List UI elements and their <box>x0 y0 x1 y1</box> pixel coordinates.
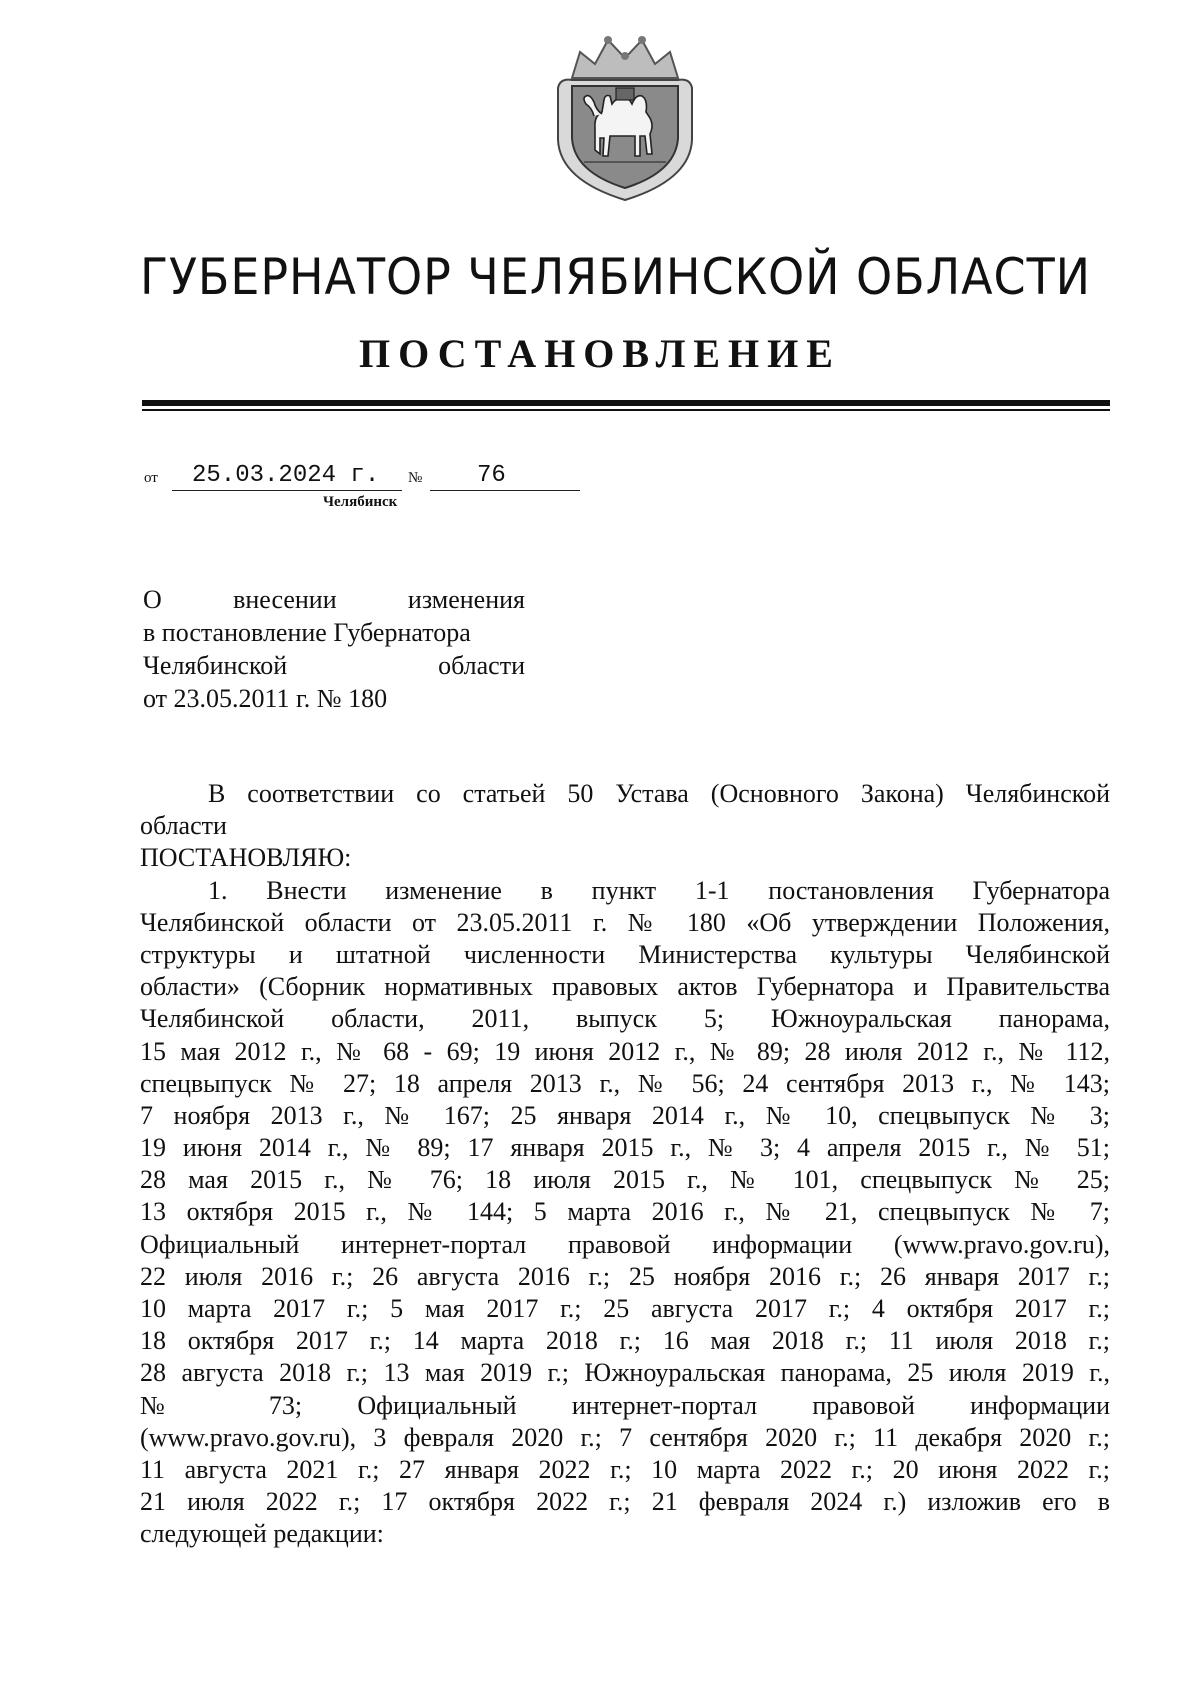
header-divider-thin <box>142 409 1110 411</box>
date-prefix-label: от <box>144 470 158 486</box>
body-line: 11 августа 2021 г.; 27 января 2022 г.; 10 марта 2022 г.; 20 июня 2022 г.; <box>140 1454 1110 1484</box>
number-label: № <box>408 470 423 486</box>
document-body <box>140 778 1110 1551</box>
subject-line: О внесении изменения <box>143 585 525 614</box>
subject-line: от 23.05.2011 г. № 180 <box>143 684 388 713</box>
body-line: В соответствии со статьей 50 Устава (Основного Закона) Челябинской <box>208 779 1110 808</box>
resolution-heading: ПОСТАНОВЛЯЮ: <box>140 843 352 873</box>
issuer-title: ГУБЕРНАТОР ЧЕЛЯБИНСКОЙ ОБЛАСТИ <box>140 248 1091 306</box>
body-line: Челябинской области от 23.05.2011 г. № 180 «Об утверждении Положения, <box>140 907 1110 937</box>
body-line: следующей редакции: <box>140 1519 384 1549</box>
body-line: области» (Сборник нормативных правовых актов Губернатора и Правительства <box>140 972 1110 1002</box>
subject-line: в постановление Губернатора <box>143 618 471 647</box>
body-line: 28 августа 2018 г.; 13 мая 2019 г.; Южноуральская панорама, 25 июля 2019 г., <box>140 1358 1110 1388</box>
body-line: 18 октября 2017 г.; 14 марта 2018 г.; 16 мая 2018 г.; 11 июля 2018 г.; <box>140 1326 1110 1356</box>
header-divider-thick <box>142 400 1110 406</box>
body-line: Официальный интернет-портал правовой информации (www.pravo.gov.ru), <box>140 1229 1110 1259</box>
document-type: ПОСТАНОВЛЕНИЕ <box>359 331 841 376</box>
body-line: 10 марта 2017 г.; 5 мая 2017 г.; 25 августа 2017 г.; 4 октября 2017 г.; <box>140 1294 1110 1323</box>
document-subject <box>143 583 525 715</box>
body-line: 21 июля 2022 г.; 17 октября 2022 г.; 21 февраля 2024 г.) изложив его в <box>140 1487 1110 1517</box>
body-line: 1. Внести изменение в пункт 1-1 постановления Губернатора <box>208 875 1110 905</box>
body-line: спецвыпуск № 27; 18 апреля 2013 г., № 56; 24 сентября 2013 г., № 143; <box>140 1068 1110 1098</box>
body-line: 22 июля 2016 г.; 26 августа 2016 г.; 25 ноября 2016 г.; 26 января 2017 г.; <box>140 1261 1110 1291</box>
coat-of-arms-icon <box>550 30 700 205</box>
body-line: области <box>140 811 227 841</box>
body-line: структуры и штатной численности Министерства культуры Челябинской <box>140 939 1110 969</box>
body-line: 13 октября 2015 г., № 144; 5 марта 2016 г., № 21, спецвыпуск № 7; <box>140 1197 1110 1227</box>
body-line: № 73; Официальный интернет-портал правовой информации <box>140 1390 1110 1420</box>
subject-line: Челябинской области <box>143 651 525 680</box>
body-line: Челябинской области, 2011, выпуск 5; Южноуральская панорама, <box>140 1004 1110 1034</box>
document-date: 25.03.2024 г. <box>192 462 380 489</box>
body-line: (www.pravo.gov.ru), 3 февраля 2020 г.; 7 сентября 2020 г.; 11 декабря 2020 г.; <box>140 1422 1110 1452</box>
body-line: 28 мая 2015 г., № 76; 18 июля 2015 г., № 101, спецвыпуск № 25; <box>140 1165 1110 1195</box>
document-meta <box>144 460 604 494</box>
document-city: Челябинск <box>323 494 398 510</box>
body-line: 19 июня 2014 г., № 89; 17 января 2015 г., № 3; 4 апреля 2015 г., № 51; <box>140 1133 1110 1163</box>
document-number: 76 <box>477 462 506 489</box>
body-line: 15 мая 2012 г., № 68 - 69; 19 июня 2012 г., № 89; 28 июля 2012 г., № 112, <box>140 1036 1110 1066</box>
body-line: 7 ноября 2013 г., № 167; 25 января 2014 г., № 10, спецвыпуск № 3; <box>140 1100 1110 1130</box>
